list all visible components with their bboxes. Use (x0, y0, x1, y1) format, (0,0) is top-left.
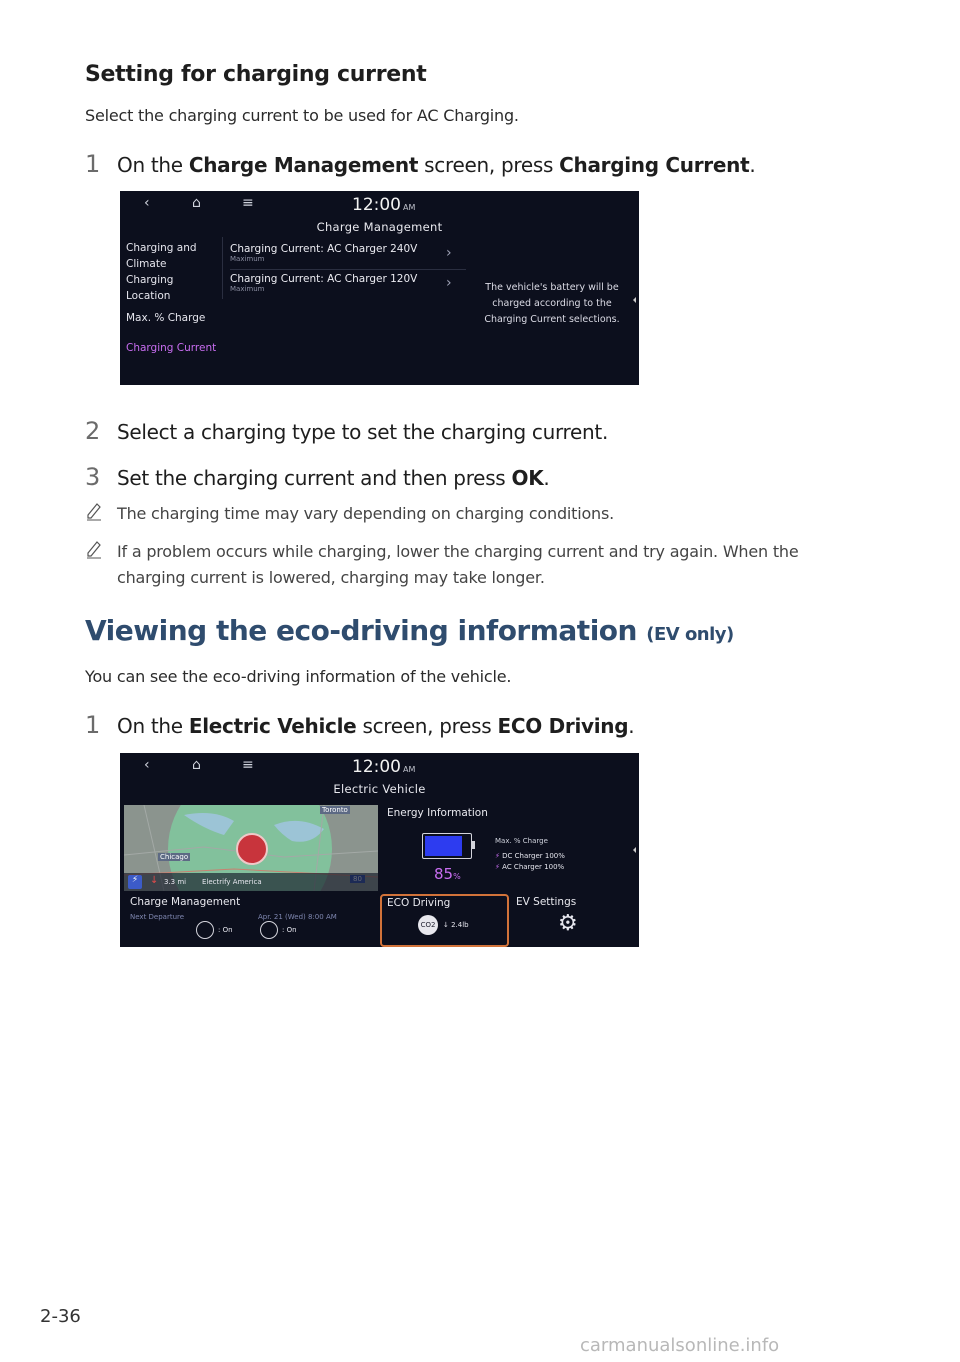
dc-charger-row: ⚡ DC Charger 100% (495, 852, 565, 860)
ev-settings-tile[interactable] (510, 893, 635, 945)
section-intro: You can see the eco-driving information of the vehicle. (85, 667, 512, 686)
battery-fill (425, 836, 462, 856)
co2-icon: CO2 (418, 915, 438, 935)
chevron-right-icon: › (446, 275, 452, 291)
battery-percent: 85% (434, 865, 461, 883)
note-2 (85, 539, 875, 591)
tile-title: Charge Management (130, 896, 241, 908)
climate-status: : On (282, 926, 297, 934)
home-icon[interactable]: ⌂ (192, 195, 201, 211)
pencil-icon (85, 501, 117, 529)
clock: 12:00 AM (352, 195, 416, 215)
step-bold-term: Charging Current (559, 153, 750, 177)
next-departure-label: Next Departure (130, 913, 185, 921)
scroll-indicator-icon (633, 297, 636, 303)
departure-date: Apr. 21 (Wed) 8:00 AM (258, 913, 337, 921)
step-text: screen, press (418, 153, 560, 177)
back-icon[interactable]: ‹ (144, 757, 150, 773)
vehicle-position-icon (236, 833, 268, 865)
section-heading-charging-current: Setting for charging current (85, 62, 427, 87)
step-text: On the (117, 714, 189, 738)
battery-icon (422, 833, 472, 859)
section-intro: Select the charging current to be used for AC Charging. (85, 106, 519, 125)
back-icon[interactable]: ‹ (144, 195, 150, 211)
gear-icon: ⚙ (558, 911, 578, 936)
heading-qualifier: (EV only) (646, 624, 734, 645)
charger-plug-icon: ⚡ (128, 875, 142, 889)
step-text: . (628, 714, 635, 738)
energy-info-title: Energy Information (387, 807, 488, 819)
step-number: 3 (85, 463, 100, 491)
chevron-right-icon: › (446, 245, 452, 261)
lightning-icon: ⚡ (495, 863, 500, 871)
range-value: 3.3 mi (164, 878, 187, 886)
charging-status: : On (218, 926, 233, 934)
step-number: 1 (85, 711, 100, 739)
battery-terminal (472, 841, 475, 849)
max-charge-label: Max. % Charge (495, 837, 548, 845)
step-bold-term: Charge Management (188, 153, 419, 177)
tile-title: EV Settings (516, 896, 577, 908)
menu-icon[interactable]: ≡ (242, 757, 254, 773)
row-value: Maximum (230, 255, 265, 263)
tile-title: ECO Driving (387, 897, 451, 909)
row-label: Charging Current: AC Charger 240V (230, 243, 418, 255)
charging-network: Electrify America (202, 878, 262, 886)
step-bold-term: Electric Vehicle (188, 714, 357, 738)
lightning-icon: ⚡ (495, 852, 500, 860)
step-number: 2 (85, 417, 100, 445)
co2-reduction: ↓ 2.4lb (443, 921, 469, 929)
note-1 (85, 501, 875, 529)
screen-title: Charge Management (316, 220, 443, 234)
scroll-indicator-icon (633, 847, 636, 853)
sidebar-item-charging-current[interactable]: Charging Current (126, 342, 217, 354)
step-3 (85, 463, 549, 491)
row-ac-240v[interactable] (230, 243, 466, 269)
menu-icon[interactable]: ≡ (242, 195, 254, 211)
row-value: Maximum (230, 285, 265, 293)
step-number: 1 (85, 150, 100, 178)
clock: 12:00 AM (352, 757, 416, 777)
map-city-label: Toronto (322, 806, 348, 814)
home-icon[interactable]: ⌂ (192, 757, 201, 773)
step-2 (85, 417, 608, 445)
step-text: screen, press (356, 714, 498, 738)
info-text: The vehicle's battery will be charged according to the Charging Current selections. (484, 282, 620, 325)
page-number: 2-36 (40, 1306, 81, 1327)
map-tile[interactable] (124, 805, 378, 891)
charge-management-screen (120, 191, 639, 385)
divider (230, 269, 466, 270)
eco-driving-tile[interactable] (380, 894, 509, 947)
sidebar-item-charging-climate[interactable]: Charging and Climate (126, 242, 197, 270)
step-text: . (543, 466, 550, 490)
climate-clock-icon (260, 921, 278, 939)
down-arrow-icon: ↓ (150, 875, 159, 886)
electric-vehicle-screen (120, 753, 639, 947)
charge-management-tile[interactable] (124, 893, 378, 945)
note-text: If a problem occurs while charging, lower the charging current and try again. When the charging current is lowered, charging may take longer. (117, 542, 799, 587)
divider (222, 237, 223, 299)
screen-title: Electric Vehicle (333, 782, 426, 796)
map-status-bar (124, 873, 378, 891)
step-text: . (749, 153, 756, 177)
map-city-label: Chicago (160, 853, 189, 861)
note-text: The charging time may vary depending on charging conditions. (117, 504, 615, 523)
ac-charger-row: ⚡ AC Charger 100% (495, 863, 565, 871)
step-text: Set the charging current and then press (117, 466, 512, 490)
row-ac-120v[interactable] (230, 273, 466, 299)
step-bold-term: OK (511, 466, 544, 490)
step-text: Select a charging type to set the charging current. (117, 420, 609, 444)
step-1 (85, 150, 755, 178)
section-heading-eco-driving: Viewing the eco-driving information (EV only) (85, 614, 734, 647)
sidebar-item-charging-location[interactable]: Charging Location (126, 274, 174, 302)
watermark: carmanualsonline.info (580, 1335, 780, 1356)
charging-clock-icon (196, 921, 214, 939)
step-bold-term: ECO Driving (497, 714, 629, 738)
step-1-eco (85, 711, 634, 739)
step-text: On the (117, 153, 189, 177)
sidebar-item-max-charge[interactable]: Max. % Charge (126, 312, 206, 324)
row-label: Charging Current: AC Charger 120V (230, 273, 418, 285)
pencil-icon (85, 539, 117, 567)
